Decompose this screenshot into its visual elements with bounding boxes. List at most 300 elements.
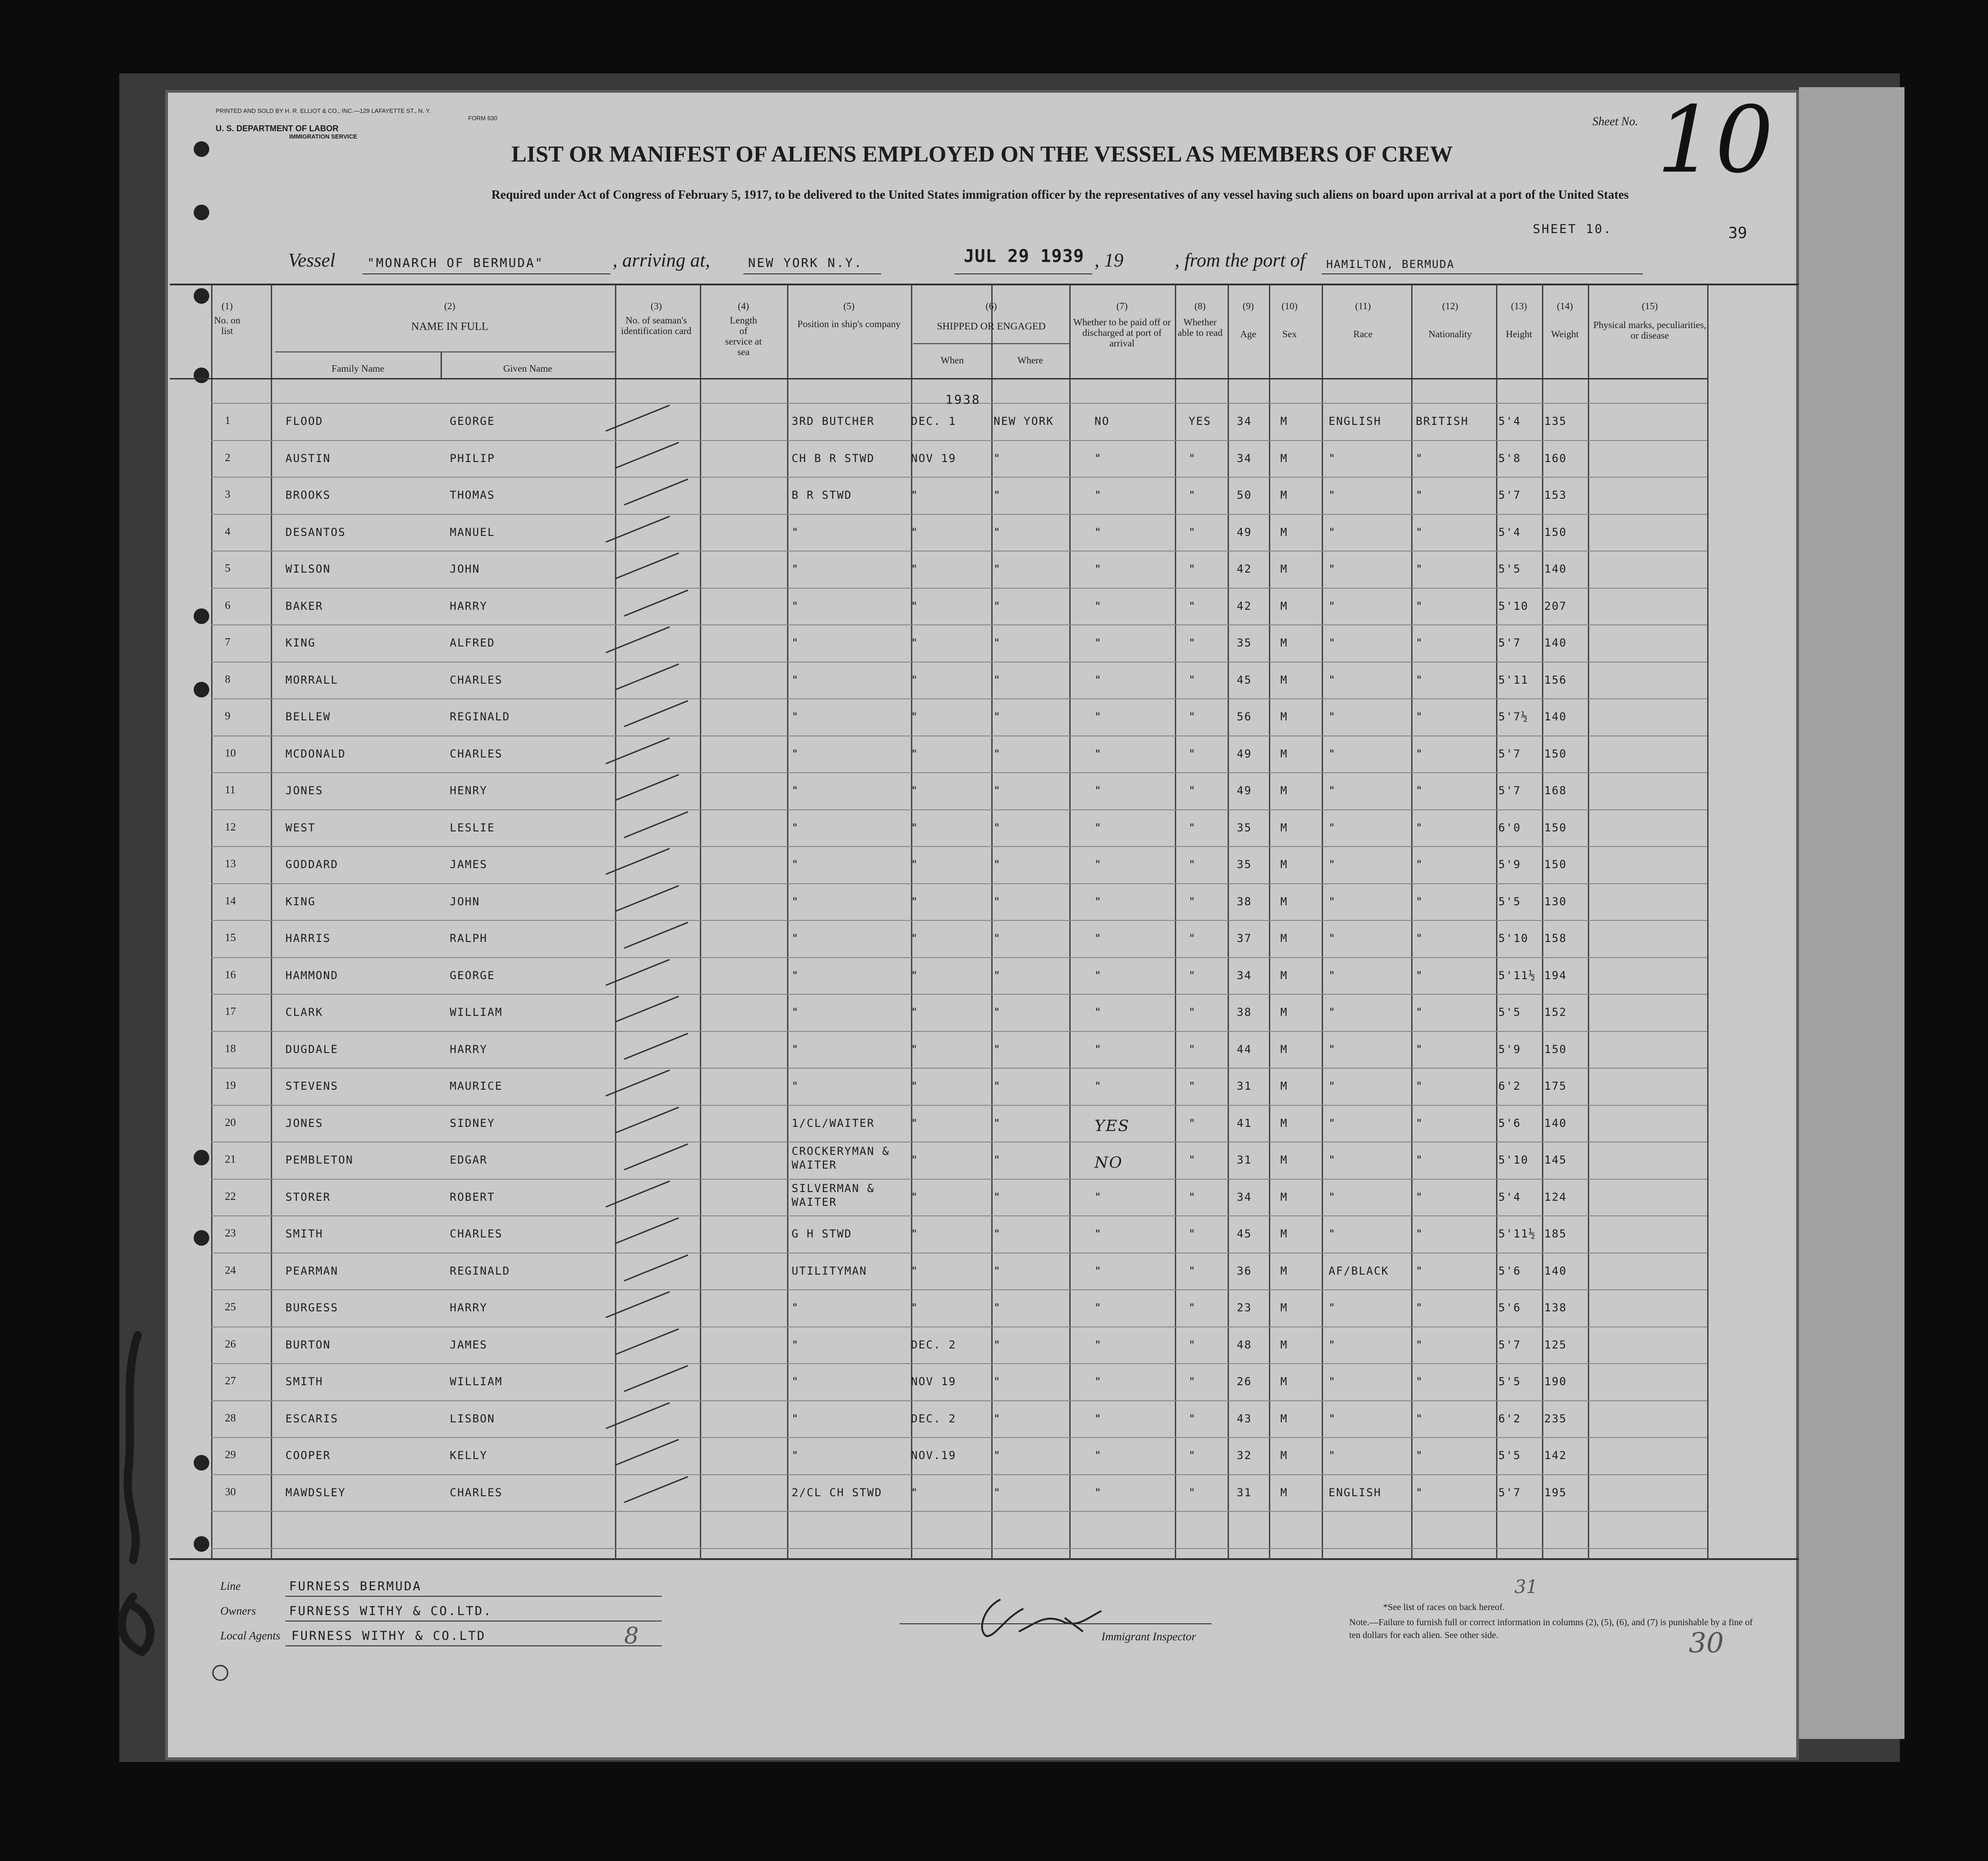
cell-race: " [1329,674,1336,686]
col-label: Position in ship's company [797,318,901,329]
cell-paid-off: " [1095,1265,1102,1277]
col5-header [789,301,909,329]
cell-age: 23 [1237,1301,1252,1314]
subheader-rule [275,351,615,352]
cell-shipped-where: " [994,636,1001,649]
year-1938: 1938 [945,393,981,407]
cell-shipped-where: " [994,1265,1001,1277]
cell-able-to-read: " [1189,1191,1196,1204]
cell-weight: 194 [1544,969,1567,982]
cell-able-to-read: " [1189,1117,1196,1130]
cell-position: " [792,969,799,982]
cell-row-number: 8 [225,674,230,685]
cell-weight: 150 [1544,747,1567,760]
cell-row-number: 16 [225,969,236,981]
cell-row-number: 27 [225,1375,236,1387]
cell-able-to-read: " [1189,1153,1196,1166]
margin-scribble [106,1321,174,1670]
cell-age: 26 [1237,1375,1252,1388]
cell-race: " [1329,600,1336,613]
cell-shipped-when: " [911,1153,919,1166]
cell-sex: M [1280,1006,1288,1019]
col-label: No. on list [214,315,240,336]
cell-row-number: 9 [225,710,230,722]
card-checkmark [614,552,679,579]
cell-sex: M [1280,1227,1288,1240]
cell-given-name: SIDNEY [450,1117,495,1130]
cell-family-name: JONES [285,1117,324,1130]
cell-height: 5'5 [1498,1006,1521,1019]
cell-paid-off: NO [1095,1153,1123,1172]
row-rule [211,920,1707,921]
cell-paid-off: " [1095,932,1102,945]
cell-race: " [1329,1006,1336,1019]
cell-position: " [792,1301,799,1314]
cell-family-name: FLOOD [285,415,324,428]
cell-height: 5'11½ [1498,969,1536,982]
service-name: IMMIGRATION SERVICE [289,133,357,140]
col-label: Whether able to read [1178,317,1223,338]
cell-able-to-read: " [1189,1486,1196,1499]
cell-family-name: BAKER [285,600,324,613]
cell-family-name: HARRIS [285,932,331,945]
cell-shipped-when: " [911,710,919,723]
cell-given-name: JOHN [450,895,480,908]
card-checkmark [614,885,679,912]
line-value: FURNESS BERMUDA [289,1579,422,1594]
table-top-border [170,284,1799,285]
cell-family-name: DESANTOS [285,526,346,539]
cell-weight: 195 [1544,1486,1567,1499]
cell-row-number: 1 [225,415,230,427]
row-rule [211,698,1707,699]
cell-family-name: BURTON [285,1338,331,1351]
manifest-sheet [165,87,1799,1760]
cell-able-to-read: " [1189,821,1196,834]
cell-able-to-read: " [1189,932,1196,945]
row-rule [211,994,1707,995]
cell-family-name: MORRALL [285,674,339,686]
cell-height: 5'11½ [1498,1227,1536,1240]
cell-given-name: CHARLES [450,747,503,760]
cell-nationality: " [1416,895,1424,908]
cell-age: 42 [1237,563,1252,575]
arrival-port: NEW YORK N.Y. [748,256,863,270]
cell-paid-off: " [1095,1486,1102,1499]
cell-weight: 125 [1544,1338,1567,1351]
handwritten-30: 30 [1689,1627,1724,1659]
cell-age: 41 [1237,1117,1252,1130]
cell-given-name: ALFRED [450,636,495,649]
cell-age: 34 [1237,969,1252,982]
cell-height: 5'7 [1498,1486,1521,1499]
cell-weight: 138 [1544,1301,1567,1314]
cell-family-name: MAWDSLEY [285,1486,346,1499]
col15-header [1592,301,1707,341]
cell-given-name: HARRY [450,1043,488,1056]
cell-height: 6'2 [1498,1080,1521,1092]
cell-shipped-when: " [911,932,919,945]
cell-race: " [1329,1449,1336,1462]
cell-given-name: GEORGE [450,415,495,428]
cell-sex: M [1280,710,1288,723]
punch-hole [194,205,209,220]
col-number: (7) [1116,301,1128,312]
col-label: Race [1353,329,1373,340]
cell-height: 5'5 [1498,1449,1521,1462]
cell-nationality: " [1416,1265,1424,1277]
column-rule [615,284,616,1559]
col-label: Nationality [1428,329,1472,340]
card-checkmark [624,479,688,506]
col8-header [1175,301,1225,338]
printed-seal-icon [207,1659,234,1687]
column-rule [1269,284,1270,1559]
cell-family-name: STEVENS [285,1080,339,1092]
cell-age: 35 [1237,821,1252,834]
cell-sex: M [1280,1449,1288,1462]
races-note: *See list of races on back hereof. [1383,1602,1505,1612]
cell-row-number: 13 [225,858,236,870]
card-checkmark [614,442,679,469]
cell-race: " [1329,1117,1336,1130]
cell-row-number: 24 [225,1265,236,1276]
column-rule [1228,284,1229,1559]
card-checkmark [614,663,679,691]
cell-given-name: PHILIP [450,452,495,465]
punch-hole [194,1150,209,1165]
col-label: No. of seaman's identification card [621,315,692,336]
cell-shipped-where: " [994,895,1001,908]
cell-shipped-when: " [911,489,919,501]
col-number: (14) [1557,301,1573,312]
cell-row-number: 22 [225,1191,236,1203]
cell-paid-off: " [1095,747,1102,760]
cell-weight: 190 [1544,1375,1567,1388]
cell-row-number: 10 [225,747,236,759]
cell-race: " [1329,932,1336,945]
cell-shipped-when: " [911,1265,919,1277]
cell-weight: 145 [1544,1153,1567,1166]
cell-sex: M [1280,1043,1288,1056]
card-checkmark [624,811,688,838]
cell-age: 36 [1237,1265,1252,1277]
department-name: U. S. DEPARTMENT OF LABOR [216,124,339,133]
cell-paid-off: " [1095,636,1102,649]
col-label: Weight [1551,329,1579,340]
col11-header [1322,301,1404,340]
punch-hole [194,1230,209,1246]
cell-height: 5'4 [1498,1191,1521,1204]
cell-given-name: GEORGE [450,969,495,982]
cell-race: " [1329,636,1336,649]
cell-row-number: 23 [225,1227,236,1239]
cell-position: " [792,674,799,686]
cell-paid-off: " [1095,526,1102,539]
cell-race: " [1329,1191,1336,1204]
cell-able-to-read: " [1189,452,1196,465]
row-rule [211,1105,1707,1106]
cell-nationality: " [1416,710,1424,723]
cell-nationality: " [1416,747,1424,760]
cell-race: ENGLISH [1329,415,1382,428]
cell-nationality: " [1416,932,1424,945]
cell-nationality: " [1416,969,1424,982]
cell-able-to-read: " [1189,1265,1196,1277]
cell-position: B R STWD [792,489,852,501]
row-rule [211,624,1707,625]
cell-nationality: " [1416,1080,1424,1092]
cell-family-name: JONES [285,784,324,797]
cell-paid-off: " [1095,969,1102,982]
row-rule [211,1548,1707,1549]
cell-shipped-where: " [994,932,1001,945]
cell-weight: 142 [1544,1449,1567,1462]
card-checkmark [624,922,688,949]
cell-race: " [1329,710,1336,723]
cell-sex: M [1280,1080,1288,1092]
cell-row-number: 25 [225,1301,236,1313]
cell-position: 1/CL/WAITER [792,1117,875,1130]
col-number: (8) [1194,301,1206,312]
cell-nationality: " [1416,489,1424,501]
cell-weight: 130 [1544,895,1567,908]
cell-nationality: " [1416,784,1424,797]
cell-paid-off: " [1095,452,1102,465]
card-checkmark [614,1107,679,1134]
cell-paid-off: YES [1095,1117,1130,1135]
col-label: Physical marks, peculiarities, or disease [1593,319,1707,341]
punch-hole [194,1455,209,1471]
cell-weight: 168 [1544,784,1567,797]
cell-paid-off: " [1095,821,1102,834]
cell-race: " [1329,1375,1336,1388]
cell-weight: 207 [1544,600,1567,613]
cell-nationality: " [1416,1375,1424,1388]
cell-shipped-where: " [994,969,1001,982]
cell-row-number: 17 [225,1006,236,1018]
row-rule [211,440,1707,441]
cell-able-to-read: " [1189,1449,1196,1462]
cell-paid-off: " [1095,858,1102,871]
cell-age: 49 [1237,784,1252,797]
col-number: (11) [1355,301,1371,312]
col-number: (3) [650,301,662,312]
cell-paid-off: " [1095,600,1102,613]
cell-weight: 124 [1544,1191,1567,1204]
cell-shipped-where: " [994,1412,1001,1425]
header-bottom-rule [170,378,1707,379]
document-title: LIST OR MANIFEST OF ALIENS EMPLOYED ON THE VESSEL AS MEMBERS OF CREW [511,141,1453,167]
cell-row-number: 20 [225,1117,236,1129]
cell-weight: 140 [1544,710,1567,723]
handwritten-31: 31 [1514,1577,1538,1598]
cell-position: G H STWD [792,1227,852,1240]
cell-height: 5'5 [1498,1375,1521,1388]
cell-able-to-read: " [1189,636,1196,649]
cell-nationality: " [1416,1486,1424,1499]
cell-paid-off: " [1095,1375,1102,1388]
cell-given-name: HARRY [450,600,488,613]
cell-given-name: WILLIAM [450,1006,503,1019]
cell-position: " [792,600,799,613]
cell-age: 34 [1237,415,1252,428]
cell-shipped-where: " [994,858,1001,871]
cell-given-name: REGINALD [450,1265,510,1277]
cell-sex: M [1280,563,1288,575]
cell-height: 5'4 [1498,526,1521,539]
col13-header [1496,301,1542,340]
cell-nationality: " [1416,1301,1424,1314]
cell-shipped-where: " [994,1080,1001,1092]
cell-weight: 140 [1544,1265,1567,1277]
cell-given-name: THOMAS [450,489,495,501]
col-number: (2) [444,301,456,312]
cell-age: 42 [1237,600,1252,613]
cell-nationality: " [1416,1449,1424,1462]
cell-height: 5'7 [1498,636,1521,649]
cell-able-to-read: YES [1189,415,1212,428]
cell-row-number: 2 [225,452,230,464]
column-rule [991,284,993,1559]
cell-sex: M [1280,636,1288,649]
cell-sex: M [1280,526,1288,539]
cell-height: 5'5 [1498,895,1521,908]
cell-nationality: " [1416,1227,1424,1240]
owners-label: Owners [220,1605,256,1617]
cell-age: 43 [1237,1412,1252,1425]
cell-race: " [1329,489,1336,501]
cell-row-number: 14 [225,895,236,907]
row-rule [211,735,1707,736]
cell-given-name: HENRY [450,784,488,797]
cell-position: " [792,821,799,834]
cell-family-name: DUGDALE [285,1043,339,1056]
cell-age: 31 [1237,1486,1252,1499]
cell-paid-off: " [1095,1006,1102,1019]
cell-position: 2/CL CH STWD [792,1486,882,1499]
cell-height: 5'7 [1498,784,1521,797]
cell-age: 32 [1237,1449,1252,1462]
column-rule [911,284,912,1559]
cell-position: " [792,710,799,723]
when-header: When [940,355,964,366]
cell-race: " [1329,821,1336,834]
cell-age: 31 [1237,1153,1252,1166]
cell-given-name: RALPH [450,932,488,945]
row-rule [211,1215,1707,1216]
cell-position: 3RD BUTCHER [792,415,875,428]
family-name-header: Family Name [331,363,385,374]
column-rule [1588,284,1589,1559]
cell-nationality: " [1416,563,1424,575]
agents-label: Local Agents [220,1630,280,1642]
cell-paid-off: " [1095,674,1102,686]
cell-age: 31 [1237,1080,1252,1092]
col3-header [615,301,698,336]
cell-race: " [1329,1227,1336,1240]
cell-shipped-when: NOV.19 [911,1449,956,1462]
cell-paid-off: " [1095,563,1102,575]
card-checkmark [624,1365,688,1392]
cell-height: 5'10 [1498,600,1529,613]
card-checkmark [624,1033,688,1060]
cell-race: " [1329,1338,1336,1351]
cell-sex: M [1280,1412,1288,1425]
cell-family-name: KING [285,636,316,649]
cell-paid-off: NO [1095,415,1110,428]
col-label: Age [1240,329,1256,340]
cell-age: 48 [1237,1338,1252,1351]
cell-able-to-read: " [1189,1375,1196,1388]
cell-position: CH B R STWD [792,452,875,465]
cell-race: ENGLISH [1329,1486,1382,1499]
cell-position: UTILITYMAN [792,1265,867,1277]
cell-able-to-read: " [1189,563,1196,575]
punch-hole [194,1536,209,1552]
col-number: (13) [1511,301,1527,312]
col-label: Whether to be paid off or discharged at port of arrival [1073,317,1171,349]
cell-sex: M [1280,932,1288,945]
cell-nationality: " [1416,526,1424,539]
sheet-typed: SHEET 10. [1533,222,1613,236]
cell-shipped-where: " [994,1153,1001,1166]
cell-height: 5'9 [1498,858,1521,871]
cell-sex: M [1280,969,1288,982]
cell-shipped-where: " [994,1006,1001,1019]
cell-height: 5'6 [1498,1117,1521,1130]
cell-paid-off: " [1095,710,1102,723]
cell-nationality: " [1416,1153,1424,1166]
card-checkmark [614,774,679,801]
cell-family-name: BROOKS [285,489,331,501]
cell-position: " [792,526,799,539]
cell-sex: M [1280,747,1288,760]
cell-able-to-read: " [1189,1006,1196,1019]
row-rule [211,514,1707,515]
cell-race: " [1329,1412,1336,1425]
cell-race: " [1329,452,1336,465]
cell-shipped-when: DEC. 1 [911,415,956,428]
cell-family-name: SMITH [285,1227,324,1240]
col2-header [275,301,624,332]
cell-row-number: 7 [225,636,230,648]
cell-weight: 156 [1544,674,1567,686]
cell-given-name: MANUEL [450,526,495,539]
cell-shipped-when: " [911,969,919,982]
cell-race: " [1329,858,1336,871]
agents-value: FURNESS WITHY & CO.LTD [291,1629,486,1643]
cell-row-number: 4 [225,526,230,538]
cell-age: 44 [1237,1043,1252,1056]
column-rule [700,284,701,1559]
cell-family-name: ESCARIS [285,1412,339,1425]
row-rule [211,1511,1707,1512]
cell-paid-off: " [1095,1191,1102,1204]
cell-position: " [792,1449,799,1462]
cell-shipped-where: " [994,1449,1001,1462]
cell-race: " [1329,1301,1336,1314]
cell-position: SILVERMAN & WAITER [792,1182,875,1209]
cell-able-to-read: " [1189,710,1196,723]
cell-row-number: 28 [225,1412,236,1424]
cell-given-name: CHARLES [450,674,503,686]
cell-race: " [1329,1153,1336,1166]
cell-height: 6'0 [1498,821,1521,834]
cell-shipped-where: " [994,1375,1001,1388]
cell-age: 35 [1237,636,1252,649]
cell-shipped-when: " [911,526,919,539]
